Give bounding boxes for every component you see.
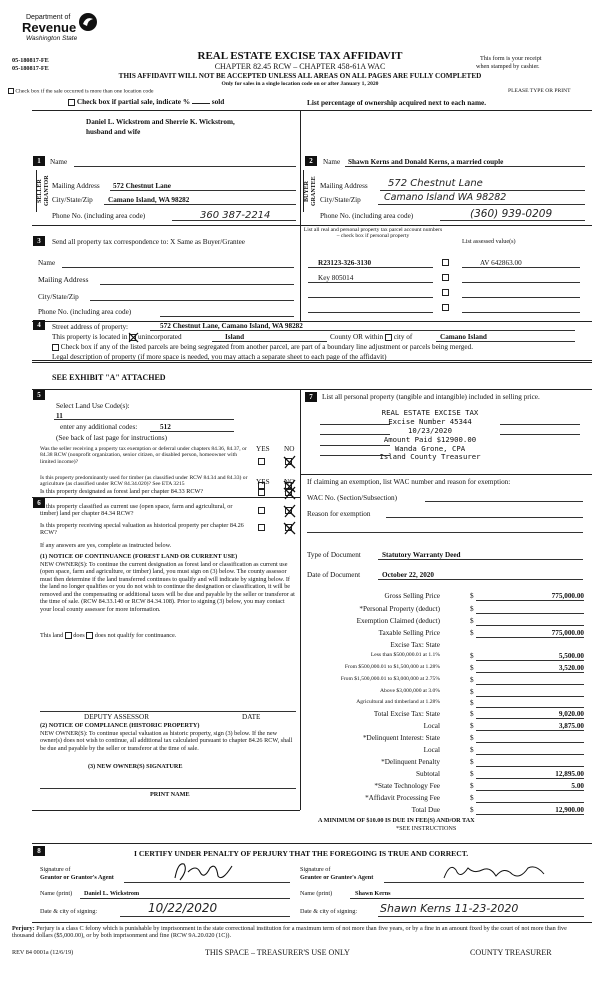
sec6-q2-no-checkbox[interactable]: [285, 507, 292, 514]
buyer-mail-label: Mailing Address: [320, 182, 368, 190]
seller-phone-value: 360 387-2214: [200, 210, 271, 221]
does-checkbox[interactable]: [65, 632, 72, 639]
form-title: REAL ESTATE EXCISE TAX AFFIDAVIT: [197, 50, 403, 62]
sec6-q2-yes-checkbox[interactable]: [258, 507, 265, 514]
check-x-icon: [283, 486, 296, 500]
calc-row-dollar: $: [470, 722, 474, 730]
land-use-label: Select Land Use Code(s):: [56, 402, 130, 410]
section-8-badge: 8: [33, 846, 45, 856]
calc-row-label: From $500,000.01 to $1,500,000 at 1.28%: [344, 664, 440, 670]
stamp-line-3: 10/23/2020: [408, 425, 452, 435]
doc-type-label: Type of Document: [307, 551, 361, 559]
calc-row-label: Total Due: [411, 806, 440, 814]
buyer-phone-value: (360) 939-0209: [470, 208, 553, 220]
rev-number: REV 84 0001a (12/6/19): [12, 949, 74, 956]
seller-city-label: City/State/Zip: [52, 196, 93, 204]
section-4-badge: 4: [33, 320, 45, 330]
calc-row-line: [476, 625, 584, 626]
calc-row-dollar: $: [470, 605, 474, 613]
grantor-signature: [170, 858, 240, 884]
grantor-date-label: Date & city of signing:: [40, 908, 98, 915]
seller-grantor-side-label: SELLER GRANTOR: [36, 170, 48, 212]
seller-city-value: Camano Island, WA 98282: [108, 196, 190, 204]
sec5-q1-no-checkbox[interactable]: [285, 458, 292, 465]
only-for-note: Only for sales in a single location code on or after January 1, 2020: [221, 81, 379, 87]
personal-property-label: List all personal property (tangible and intangible) included in selling price.: [322, 393, 540, 401]
calc-row-dollar: $: [470, 699, 474, 707]
calc-row-line: [476, 766, 584, 767]
calc-row-dollar: $: [470, 592, 474, 600]
calc-row-value: 12,895.00: [555, 770, 584, 778]
sec3-name-label: Name: [38, 259, 56, 267]
stamp-line-6: Island County Treasurer: [379, 452, 481, 462]
sec6-question-1: Is this property designated as forest land per chapter 84.33 RCW?: [40, 488, 204, 495]
grantor-sig-label-2: Grantor or Grantor's Agent: [40, 874, 114, 881]
calc-row-dollar: $: [470, 629, 474, 637]
does-not-label: does not qualify for continuance.: [94, 632, 177, 639]
sec6-question-3: Is this property receiving special valuation as historical property per chapter 84.26 RCW?: [40, 522, 244, 537]
form-subtitle: CHAPTER 82.45 RCW – CHAPTER 458-61A WAC: [214, 62, 386, 71]
stamp-line-2: Excise Number 45344: [388, 416, 472, 426]
calc-row-line: [476, 672, 584, 673]
receipt-note-1: This form is your receipt: [480, 55, 542, 62]
send-correspondence-text: Send all property tax correspondence to:: [52, 238, 169, 246]
grantee-date-value: Shawn Kerns 11-23-2020: [380, 902, 519, 915]
check-x-icon: [128, 332, 139, 343]
seller-phone-label: Phone No. (including area code): [52, 212, 146, 220]
doc-type-value: Statutory Warranty Deed: [382, 551, 461, 559]
calc-row-label: *Personal Property (deduct): [359, 605, 440, 613]
calc-row-value: 775,000.00: [551, 629, 584, 637]
section-3-badge: 3: [33, 236, 45, 246]
parcel-header: List all real and personal property tax parcel account numbers – check box if personal property: [303, 227, 443, 240]
assessed-header: List assessed value(s): [462, 238, 516, 245]
segregated-row: [52, 343, 582, 351]
unincorporated-county-value: Island: [225, 333, 245, 341]
calc-row-label: Exemption Claimed (deduct): [356, 617, 440, 625]
additional-codes-label: enter any additional codes:: [60, 423, 138, 431]
this-land-row: [40, 632, 176, 639]
section-2-badge: 2: [305, 156, 317, 166]
buyer-mail-value: 572 Chestnut Lane: [388, 178, 483, 189]
doc-date-value: October 22, 2020: [382, 571, 434, 579]
parcel-1-value: R23123-326-3130: [318, 259, 372, 267]
perjury-text: Perjury is a class C felony which is punishable by imprisonment in the state correctional institution for a maximum term of not more than five years, or by a fine in an amount fixed by the court of not more than five thousand dollars ($5,000.00), or by both imprisonment and fine (RCW 9A.20.020 (1C)).: [12, 925, 567, 940]
calc-row-line: [476, 730, 584, 731]
parcel-2-value: Key 805014: [318, 274, 354, 282]
calc-row-label: *State Technology Fee: [374, 782, 440, 790]
calc-row-line: [476, 613, 584, 614]
unincorporated-label: unincorporated: [138, 333, 182, 341]
seller-name-label: Name: [50, 158, 68, 166]
does-not-checkbox[interactable]: [86, 632, 93, 639]
sec6-q1-yes-checkbox[interactable]: [258, 489, 265, 496]
print-name-label: PRINT NAME: [150, 791, 190, 798]
city-of-label: city of: [393, 333, 413, 341]
grantor-sig-label-1: Signature of: [40, 866, 71, 873]
calc-row-line: [476, 778, 584, 779]
grantor-name-label: Name (print): [40, 890, 73, 897]
sec3-mail-label: Mailing Address: [38, 275, 89, 284]
calc-row-line: [476, 718, 584, 719]
calc-row-dollar: $: [470, 794, 474, 802]
grantee-name-value: Shawn Kerns: [355, 890, 391, 897]
stamp-line-5: Wanda Grone, CPA: [394, 443, 466, 453]
parcel-4-personal-checkbox[interactable]: [442, 304, 449, 311]
sec5-yes-header: YES: [256, 445, 270, 453]
parcel-2-personal-checkbox[interactable]: [442, 274, 449, 281]
buyer-name-value: Shawn Kerns and Donald Kerns, a married couple: [348, 158, 504, 166]
located-label: This property is located in: [52, 333, 128, 341]
buyer-phone-label: Phone No. (including area code): [320, 212, 414, 220]
calc-row-label: From $1,500,000.01 to $3,000,000 at 2.75%: [340, 676, 440, 682]
calc-row-line: [476, 742, 584, 743]
street-value: 572 Chestnut Lane, Camano Island, WA 98282: [160, 322, 303, 330]
calc-row-line: [476, 637, 584, 638]
calc-row-label: Total Excise Tax: State: [373, 710, 440, 718]
calc-row-dollar: $: [470, 734, 474, 742]
calc-row-dollar: $: [470, 688, 474, 696]
calc-row-line: [476, 684, 584, 685]
seller-mail-label: Mailing Address: [52, 182, 100, 190]
calc-row-label: Less than $500,000.01 at 1.1%: [370, 652, 440, 658]
calc-row-value: 5,500.00: [558, 652, 584, 660]
calc-row-line: [476, 600, 584, 601]
send-correspondence-label: [52, 238, 245, 246]
grantor-name-value: Daniel L. Wickstrom: [84, 890, 140, 897]
calc-row-label: *Delinquent Penalty: [381, 758, 440, 766]
calc-row-dollar: $: [470, 746, 474, 754]
calc-row-dollar: $: [470, 664, 474, 672]
logo-swirl-icon: [78, 12, 98, 32]
grantee-name-label: Name (print): [300, 890, 333, 897]
logo-line1: Department of: [26, 14, 71, 21]
perjury-bold: Perjury:: [12, 925, 35, 932]
does-label: does: [73, 632, 85, 639]
county-within-label: County OR within: [330, 333, 384, 341]
reason-label: Reason for exemption: [307, 510, 371, 518]
partial-sale-row: [68, 98, 224, 106]
deputy-assessor-label: DEPUTY ASSESSOR: [84, 713, 150, 721]
section-5-badge: 5: [33, 390, 45, 400]
segregated-checkbox[interactable]: [52, 344, 59, 351]
deputy-date-label: DATE: [242, 713, 261, 721]
treasurer-use-only: THIS SPACE – TREASURER'S USE ONLY: [205, 948, 350, 957]
unincorporated-checkbox[interactable]: [129, 334, 136, 341]
calc-row-label: *Affidavit Processing Fee: [365, 794, 440, 802]
calc-row-value: 3,520.00: [558, 664, 584, 672]
section-7-badge: 7: [305, 392, 317, 402]
calc-row-line: [476, 814, 584, 815]
stamp-line-4: Amount Paid $12900.00: [383, 434, 477, 444]
calc-row-dollar: $: [470, 806, 474, 814]
land-use-value: 11: [56, 412, 63, 420]
calc-row-dollar: $: [470, 676, 474, 684]
calc-row-label: Excise Tax: State: [390, 641, 440, 649]
seller-name-value-2: husband and wife: [86, 128, 141, 136]
located-row: [52, 333, 182, 341]
calc-row-value: 9,020.00: [558, 710, 584, 718]
calc-row-label: Subtotal: [416, 770, 440, 778]
perjury-notice: [12, 925, 590, 940]
calc-row-dollar: $: [470, 758, 474, 766]
calc-row-dollar: $: [470, 782, 474, 790]
partial-sale-sold: sold: [211, 97, 225, 106]
partial-sale-checkbox[interactable]: [68, 99, 75, 106]
calc-row-line: [476, 696, 584, 697]
send-correspondence-value: X Same as Buyer/Grantee: [170, 238, 246, 246]
wac-label: WAC No. (Section/Subsection): [307, 494, 398, 502]
calc-row-label: Agricultural and timberland at 1.28%: [356, 699, 440, 705]
parcel-3-personal-checkbox[interactable]: [442, 289, 449, 296]
calc-row-label: Above $3,000,000 at 3.0%: [380, 688, 440, 694]
assessed-1-value: AV 642863.00: [480, 259, 522, 267]
within-city-checkbox[interactable]: [385, 334, 392, 341]
calc-row-dollar: $: [470, 710, 474, 718]
parcel-1-personal-checkbox[interactable]: [442, 259, 449, 266]
sec6-if-yes: If any answers are yes, complete as instructed below.: [40, 542, 172, 549]
buyer-city-value: Camano Island WA 98282: [384, 192, 507, 203]
this-land-label: This land: [40, 632, 64, 639]
notice2-title: (2) NOTICE OF COMPLIANCE (HISTORIC PROPERTY): [40, 722, 200, 729]
legal-description-label: Legal description of property (if more space is needed, you may attach a separate sheet to each page of the affidavit): [52, 353, 387, 361]
county-treasurer-label: COUNTY TREASURER: [470, 948, 552, 957]
calc-row-label: *Delinquent Interest: State: [362, 734, 440, 742]
check-x-icon: [283, 521, 296, 535]
calc-row-value: 775,000.00: [551, 592, 584, 600]
new-owner-signature-label: (3) NEW OWNER(S) SIGNATURE: [88, 763, 183, 770]
exemption-label: If claiming an exemption, list WAC number and reason for exemption:: [307, 478, 511, 486]
calc-row-line: [476, 754, 584, 755]
calc-row-line: [476, 660, 584, 661]
please-type: PLEASE TYPE OR PRINT: [508, 88, 571, 94]
more-location-checkbox[interactable]: [8, 88, 14, 94]
buyer-grantee-side-label: BUYER GRANTEE: [303, 170, 315, 212]
sec3-city-label: City/State/Zip: [38, 293, 79, 301]
logo-line2: Revenue: [22, 20, 77, 35]
notice2-text: NEW OWNER(S): To continue special valuation as historic property, sign (3) below. If the new owner(s) does not wish to continue, all additional tax calculated pursuant to chapter 84.26 RCW, shall be due and payable by the seller or transferor at the time of sale.: [40, 730, 293, 752]
calc-row-label: Gross Selling Price: [384, 592, 440, 600]
grantee-sig-label-2: Grantee or Grantee's Agent: [300, 874, 374, 881]
buyer-name-label: Name: [323, 158, 341, 166]
county-within-row: [330, 333, 412, 341]
certify-statement: I CERTIFY UNDER PENALTY OF PERJURY THAT THE FOREGOING IS TRUE AND CORRECT.: [134, 849, 469, 858]
sec6-no-top: NO: [284, 478, 295, 486]
check-x-icon: [283, 504, 296, 518]
calc-row-value: 12,900.00: [555, 806, 584, 814]
calc-row-dollar: $: [470, 617, 474, 625]
notice1-title: (1) NOTICE OF CONTINUANCE (FOREST LAND OR CURRENT USE): [40, 553, 238, 560]
grantee-sig-label-1: Signature of: [300, 866, 331, 873]
calc-row-dollar: $: [470, 652, 474, 660]
calc-row-label: Local: [423, 746, 440, 754]
section-6-badge: 6: [33, 498, 45, 508]
seller-name-value-1: Daniel L. Wickstrom and Sherrie K. Wickstrom,: [86, 118, 235, 126]
exhibit-a-text: SEE EXHIBIT "A" ATTACHED: [52, 373, 166, 382]
sec5-question-1: Was the seller receiving a property tax exemption or deferral under chapters 84.36, 84.37, or 84.38 RCW (nonprofit organization, senior citizen, or disabled person, homeowner with limited income)?: [40, 446, 247, 465]
section-1-badge: 1: [33, 156, 45, 166]
calc-row-line: [476, 790, 584, 791]
dor-logo: [18, 12, 98, 44]
check-more-location-row: [8, 88, 154, 95]
see-back-note: (See back of last page for instructions): [56, 434, 167, 442]
grantee-date-label: Date & city of signing:: [300, 908, 358, 915]
list-percentage-note: List percentage of ownership acquired next to each name.: [307, 98, 487, 107]
check-more-location-label: Check box if the sale occurred is more than one location code: [15, 88, 154, 95]
sec6-yes-top: YES: [256, 478, 270, 486]
calc-row-dollar: $: [470, 770, 474, 778]
stamp-line-1: REAL ESTATE EXCISE TAX: [381, 408, 479, 417]
doc-date-label: Date of Document: [307, 571, 361, 579]
calc-row-value: 3,875.00: [558, 722, 584, 730]
sec6-q3-yes-checkbox[interactable]: [258, 524, 265, 531]
sec6-q1-no-checkbox[interactable]: [285, 489, 292, 496]
see-instructions-note: *SEE INSTRUCTIONS: [396, 825, 457, 832]
receipt-note-2: when stamped by cashier.: [476, 63, 540, 70]
sec5-q1-yes-checkbox[interactable]: [258, 458, 265, 465]
sec5-no-header: NO: [284, 445, 295, 453]
calc-row-line: [476, 802, 584, 803]
sec6-question-2: Is this property classified as current use (open space, farm and agricultural, or timber) land per chapter 84.34 RCW?: [40, 503, 233, 518]
partial-sale-label: Check box if partial sale, indicate %: [76, 97, 191, 106]
additional-codes-value: 512: [160, 423, 171, 431]
sec5-question-2: Is this property predominantly used for timber (as classified under RCW 84.34 and 84.33) or agriculture (as classified under RCW 84.34.020)? See ETA 3215: [40, 475, 248, 488]
street-label: Street address of property:: [52, 323, 129, 331]
logo-line3: Washington State: [26, 35, 78, 42]
city-of-value: Camano Island: [440, 333, 487, 341]
ref-number-1: 05-180817-FE: [12, 57, 49, 64]
ref-number-2: 05-180817-FE: [12, 65, 49, 72]
calc-row-value: 5.00: [571, 782, 584, 790]
calc-row-line: [476, 707, 584, 708]
seller-mail-value: 572 Chestnut Lane: [113, 182, 171, 190]
minimum-due-note: A MINIMUM OF $10.00 IS DUE IN FEE(S) AND/OR TAX: [318, 817, 475, 824]
sec3-phone-label: Phone No. (including area code): [38, 308, 132, 316]
calc-row-label: Local: [423, 722, 440, 730]
notice1-text: NEW OWNER(S): To continue the current designation as forest land or classification as current use (open space, farm and agriculture, or timber) land, you must sign on (3) below. The county assessor must then determine if the land transferred continues to qualify and will indicate by signing below. If the land no longer qualifies or you do not wish to continue the designation or classification, it will be removed and the compensating or additional taxes will be due and payable by the seller or transferor at the time of sale. (RCW 84.33.140 or RCW 84.34.108). Prior to signing (3) below, you may contact your local county assessor for more information.: [40, 561, 295, 613]
warning-line: THIS AFFIDAVIT WILL NOT BE ACCEPTED UNLESS ALL AREAS ON ALL PAGES ARE FULLY COMPLETED: [118, 72, 482, 80]
grantee-signature: [440, 860, 550, 884]
segregated-label: Check box if any of the listed parcels are being segregated from another parcel, are part of a boundary line adjustment or parcels being merged.: [60, 343, 473, 351]
buyer-city-label: City/State/Zip: [320, 196, 361, 204]
sec6-q3-no-checkbox[interactable]: [285, 524, 292, 531]
calc-row-label: Taxable Selling Price: [378, 629, 440, 637]
check-x-icon: [283, 455, 296, 469]
grantor-date-value: 10/22/2020: [148, 901, 218, 915]
